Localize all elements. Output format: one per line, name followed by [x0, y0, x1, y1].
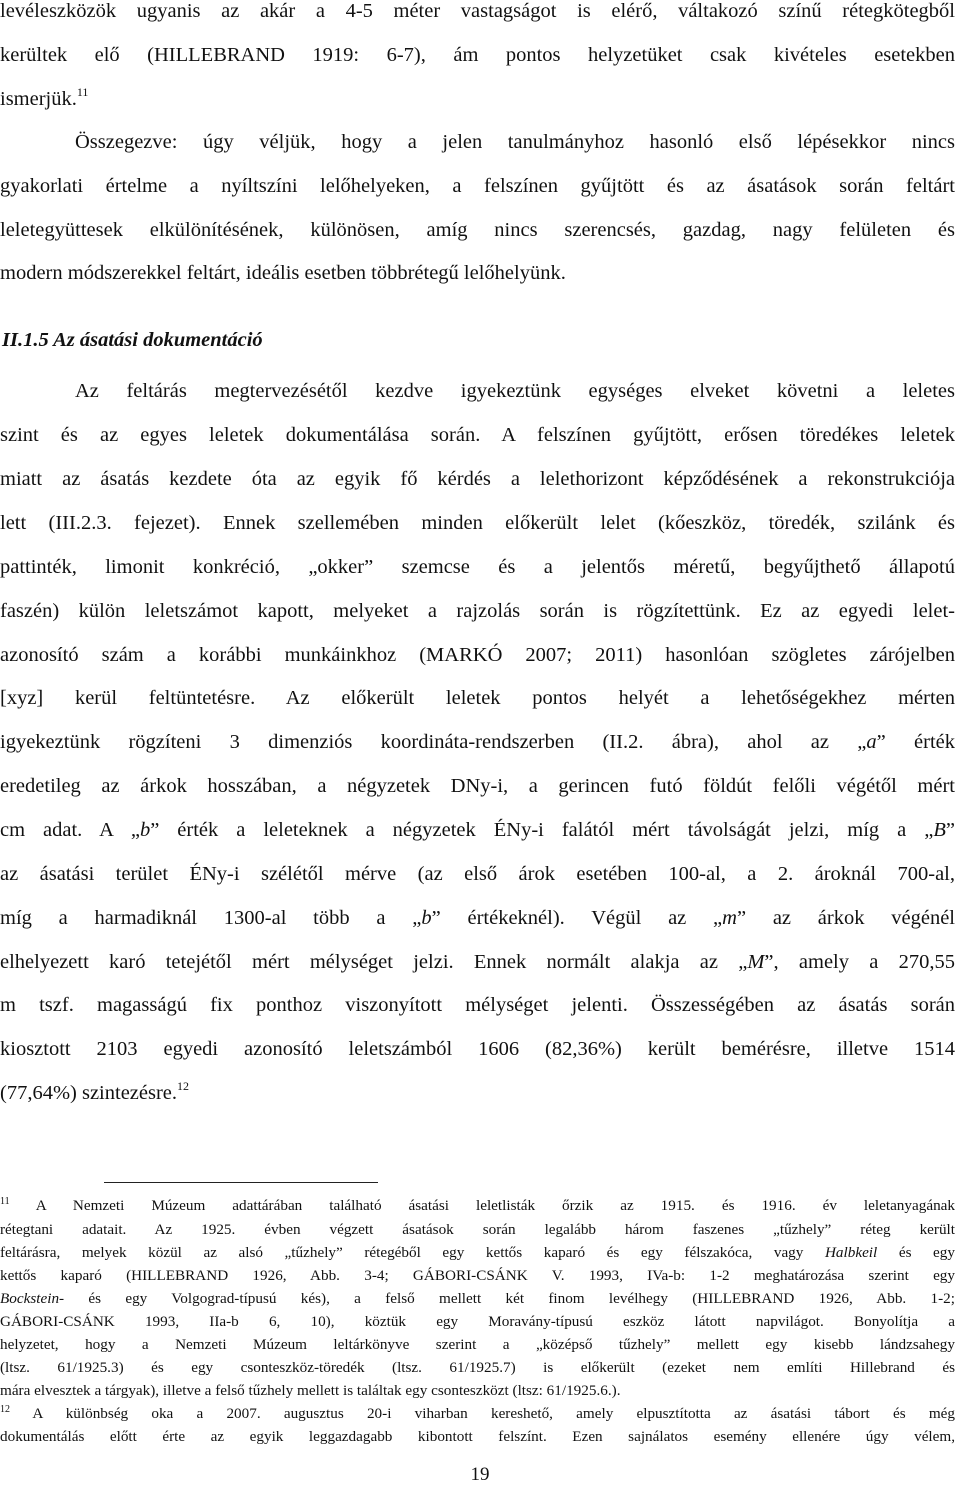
footnote-number: 12: [0, 1404, 10, 1415]
body-line: Az feltárás megtervezésétől kezdve igyekeztünk egységes elveket követni a leletes: [75, 380, 955, 402]
body-line: levéleszközök ugyanis az akár a 4-5 méter vastagságot is elérő, váltakozó színű rétegkötegből: [0, 0, 955, 22]
body-line: lett (III.2.3. fejezet). Ennek szellemében minden előkerült lelet (kőeszköz, töredék, szilánk és: [0, 512, 955, 534]
body-line: (77,64%) szintezésre.$^{12}$: [0, 1079, 190, 1104]
body-line: gyakorlati értelme a nyíltszíni lelőhelyeken, a felszínen gyűjtött és az ásatások során feltárt: [0, 175, 955, 197]
body-line: modern módszerekkel feltárt, ideális esetben többrétegű lelőhelyünk.: [0, 262, 566, 284]
body-line: ismerjük.$^{11}$: [0, 85, 89, 110]
body-line: az ásatási terület ÉNy-i szélétől mérve (az első árok esetében 100-al, a 2. ároknál 700-al,: [0, 863, 955, 885]
body-line: szint és az egyes leletek dokumentálása során. A felszínen gyűjtött, erősen töredékes leletek: [0, 424, 955, 446]
footnote-line: rétegtani adatait. Az 1925. évben végzett ásatások során legalább három faszenes „tűzhely” réteg került: [0, 1221, 955, 1238]
body-line: pattinték, limonit konkréció, „okker” szemcse és a jelentős méretű, begyűjthető állapotú: [0, 556, 955, 578]
footnote-separator: [104, 1182, 378, 1183]
footnote-number: 11: [0, 1196, 10, 1207]
body-line: cm adat. A „b” érték a leleteknek a négyzetek ÉNy-i falától mért távolságát jelzi, míg a „B”: [0, 819, 955, 841]
body-line: eredetileg az árkok hosszában, a négyzetek DNy-i, a gerincen futó földút felőli végétől mért: [0, 775, 955, 797]
footnote-ref: 11: [76, 85, 89, 99]
footnote-line: $^{11}$ A Nemzeti Múzeum adattárában található ásatási leletlisták őrzik az 1915. és 1916. év leletanyagának: [0, 1196, 955, 1214]
section-heading: II.1.5 Az ásatási dokumentáció: [2, 329, 263, 351]
footnote-line: Bockstein- és egy Volgograd-típusú kés), a felső mellett két finom levélhegy (HILLEBRAND 1926, Abb. 1-2;: [0, 1290, 955, 1307]
footnote-line: kettős kaparó (HILLEBRAND 1926, Abb. 3-4; GÁBORI-CSÁNK V. 1993, IVa-b: 1-2 meghatározása szerint egy: [0, 1267, 955, 1284]
body-line: faszén) külön leletszámot kapott, melyeket a rajzolás során is rögzítettünk. Ez az egyedi lelet-: [0, 600, 955, 622]
footnote-line: dokumentálás előtt érte az egyik leggazdagabb kibontott felszínt. Ezen sajnálatos esemény ellenére úgy vélem,: [0, 1428, 955, 1445]
footnote-line: (ltsz. 61/1925.3) és egy csonteszköz-töredék (ltsz. 61/1925.7) is előkerült (ezeket nem említi Hillebrand és: [0, 1359, 955, 1376]
body-line: kerültek elő (HILLEBRAND 1919: 6-7), ám pontos helyzetüket csak kivételes esetekben: [0, 44, 956, 66]
body-line: leletegyüttesek elkülönítésének, különösen, amíg nincs szerencsés, gazdag, nagy felületen és: [0, 219, 955, 241]
footnote-line: helyzetet, hogy a Nemzeti Múzeum leltárkönyve szerint a „középső tűzhely” mellett egy kisebb lándzsahegy: [0, 1336, 955, 1353]
footnote-ref: 12: [177, 1079, 190, 1093]
body-line: Összegezve: úgy véljük, hogy a jelen tanulmányhoz hasonló első lépésekkor nincs: [75, 131, 955, 153]
footnote-line: $^{12}$ A különbség oka a 2007. augusztus 20-i viharban kereshető, amely elpusztította az ásatási tábort és még: [0, 1404, 955, 1422]
body-line: igyekeztünk rögzíteni 3 dimenziós koordináta-rendszerben (II.2. ábra), ahol az „a” érték: [0, 731, 955, 753]
page-number: 19: [470, 1464, 490, 1485]
body-line: míg a harmadiknál 1300-al több a „b” értékeknél). Végül az „m” az árkok végénél: [0, 907, 955, 929]
footnote-line: feltárásra, melyek közül az alsó „tűzhely” rétegéből egy kettős kaparó és egy félszakóca, vagy Halbkeil és egy: [0, 1244, 955, 1261]
body-line: [xyz] kerül feltüntetésre. Az előkerült leletek pontos helyét a lehetőségekhez mérten: [0, 687, 955, 709]
body-line: azonosító szám a korábbi munkáinkhoz (MARKÓ 2007; 2011) hasonlóan szögletes zárójelben: [0, 644, 955, 666]
body-line: elhelyezett karó tetejétől mért mélységet jelzi. Ennek normált alakja az „M”, amely a 270,55: [0, 951, 955, 973]
footnote-line: mára elvesztek a tárgyak), illetve a felső tűzhely mellett is találtak egy csonteszközt (ltsz: 61/1925.6.).: [0, 1382, 621, 1399]
footnote-line: GÁBORI-CSÁNK 1993, IIa-b 6, 10), köztük egy Moravány-típusú eszköz látott napvilágot. Bonyolítja a: [0, 1313, 955, 1330]
body-line: kiosztott 2103 egyedi azonosító leletszámból 1606 (82,36%) került bemérésre, illetve 1514: [0, 1038, 955, 1060]
body-line: miatt az ásatás kezdete óta az egyik fő kérdés a lelethorizont képződésének a rekonstrukciója: [0, 468, 955, 490]
body-line: m tszf. magasságú fix ponthoz viszonyított mélységet jelenti. Összességében az ásatás során: [0, 994, 955, 1016]
